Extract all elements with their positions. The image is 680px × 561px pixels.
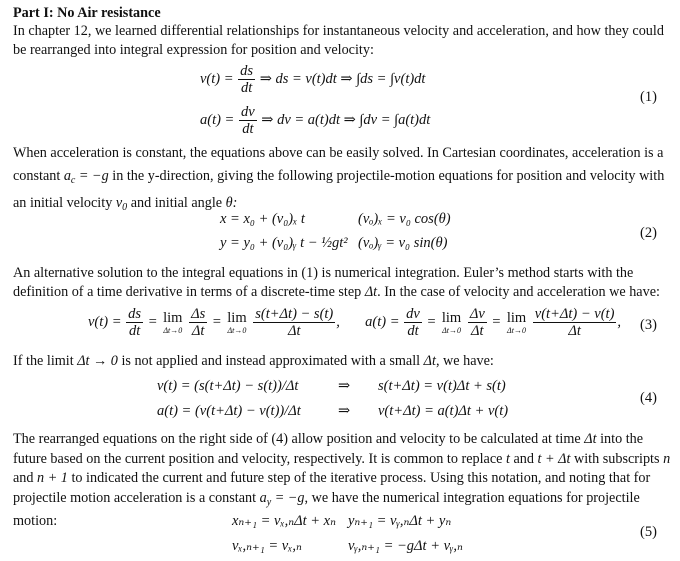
fraction-ds-dt: $\frac{ds}{dt}$ (240, 63, 254, 96)
equation-number-1: (1) (640, 89, 657, 105)
equation-4-line-1-right: s(t+Δt) = v(t)Δt + s(t) (378, 378, 506, 394)
symbol-small-delta-t: Δt (423, 353, 436, 369)
equation-2-line-1-left: x = x₀ + (v₀)ₓ t (220, 211, 305, 227)
equation-3: v(t) = $\frac{ds}{dt}$ = lim Δt→0 $\frac{\Delta s}{\Delta t}$ = lim Δt→0 $\frac{s(t+\Delta t) - s(t)}{\Delta t}$ , a(t) = $\frac{dv}{dt}$ = lim Δt→0 $\frac{\Delta v}{\Delta t}$ = lim Δt→0 $\frac{v(t+\Delta t) - v(t)}{\Delta t}$ , (88, 306, 622, 339)
equation-2-line-2-right: (vₒ)ᵧ = v₀ sin(θ) (358, 235, 448, 251)
symbol-ay: $a_y = -g$ (259, 489, 305, 508)
equation-5-line-2-right: vᵧ,ₙ₊₁ = −gΔt + vᵧ,ₙ (348, 538, 463, 554)
paragraph-euler-method: An alternative solution to the integral equations in (1) is numerical integration. Euler’s method starts with the definition of a time derivative in terms of a discrete-time step Δt. In the case of velocity and acceleration we have: (13, 265, 660, 300)
equation-2-line-1-right: (vₒ)ₓ = v₀ cos(θ) (358, 211, 451, 227)
paragraph-constant-acceleration: When acceleration is constant, the equations above can be easily solved. In Cartesian coordinates, acceleration is a constant $a_c = -g$ in the y-direction, giving the following projectile-motion equations for position and velocity with an initial velocity $v_0$ and initial angle θ: (13, 145, 665, 213)
symbol-theta: θ: (225, 195, 238, 211)
equation-4-line-2-right: v(t+Δt) = a(t)Δt + v(t) (378, 403, 509, 419)
paragraph-intro: In chapter 12, we learned differential relationships for instantaneous velocity and acceleration, and how they could be rearranged into integral expression for position and velocity: (13, 23, 664, 58)
equation-5-line-1-left: xₙ₊₁ = vₓ,ₙΔt + xₙ (232, 513, 336, 529)
equation-4-line-2-left: a(t) = (v(t+Δt) − v(t))/Δt (157, 403, 301, 419)
equation-2-line-2-left: y = y₀ + (v₀)ᵧ t − ½gt² (220, 235, 348, 251)
fraction-dv-dt: $\frac{dv}{dt}$ (240, 104, 255, 137)
paragraph-limit: If the limit Δt → 0 is not applied and instead approximated with a small Δt, we have: (13, 353, 494, 369)
equation-4-arrow-2: ⇒ (338, 403, 351, 419)
symbol-delta-t-2: Δt (584, 431, 597, 447)
equation-number-2: (2) (640, 225, 657, 241)
equation-number-3: (3) (640, 317, 657, 333)
equation-4-line-1-left: v(t) = (s(t+Δt) − s(t))/Δt (157, 378, 299, 394)
symbol-limit: Δt → 0 (77, 353, 118, 369)
section-heading: Part I: No Air resistance (13, 5, 161, 21)
equation-1-line-1: v(t) = $\frac{ds}{dt}$ ⇒ ds = v(t)dt ⇒ ∫ds = ∫v(t)dt (200, 63, 426, 96)
symbol-v0: $v_0$ (115, 195, 128, 213)
equation-number-4: (4) (640, 390, 657, 406)
paragraph-numerical-integration: The rearranged equations on the right side of (4) allow position and velocity to be calculated at time Δt into the future based on the current position and velocity, respectively. It is common to replace t and t + Δt with subscripts n and n + 1 to indicated the current and future step of the iterative process. Using this notation, and noting that for projectile motion acceleration is a constant $a_y = -g$, we have the numerical integration equations for projectile motion: (13, 431, 671, 529)
equation-4-arrow-1: ⇒ (338, 378, 351, 394)
equation-1-line-2: a(t) = $\frac{dv}{dt}$ ⇒ dv = a(t)dt ⇒ ∫dv = ∫a(t)dt (200, 104, 431, 137)
symbol-delta-t: Δt (364, 284, 378, 300)
equation-5-line-2-left: vₓ,ₙ₊₁ = vₓ,ₙ (232, 538, 302, 554)
symbol-ac: $a_c = -g$ (63, 168, 109, 186)
equation-number-5: (5) (640, 524, 657, 540)
equation-5-line-1-right: yₙ₊₁ = vᵧ,ₙΔt + yₙ (348, 513, 452, 529)
